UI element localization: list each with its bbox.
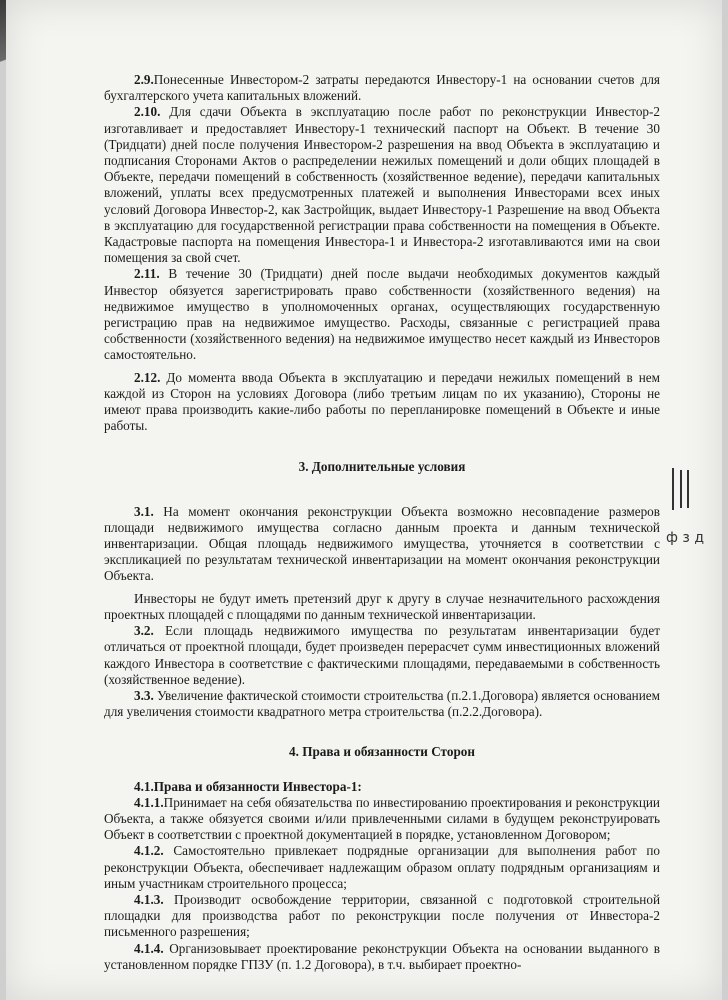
clause-2-11: 2.11. В течение 30 (Тридцати) дней после выдачи необходимых документов каждый Инвестор обязуется зарегистрировать право собственности (хозяйственного ведения) на недвижимое имущество в уполномоченных органах, осуществляющих государственную регистрацию прав на недвижимое имущество. Расходы, связанные с регистрацией права собственности (хозяйственного ведения) на недвижимое имущество несет каждый из Инвесторов самостоятельно. [104, 266, 660, 363]
clause-3-1: 3.1. На момент окончания реконструкции Объекта возможно несовпадение размеров площади недвижимого имущества согласно данным проекта и данным технической инвентаризации. Общая площадь недвижимого имущества, уточняется в соответствии с экспликацией по результатам технической инвентаризации на момент окончания реконструкции Объекта. [104, 503, 660, 584]
clause-3-3: 3.3. Увеличение фактической стоимости строительства (п.2.1.Договора) является основанием для увеличения стоимости квадратного метра строительства (п.2.2.Договора). [104, 687, 660, 720]
section-3-heading: 3. Дополнительные условия [298, 459, 466, 475]
clause-4-1-2: 4.1.2. Самостоятельно привлекает подрядные организации для выполнения работ по реконструкции Объекта, обеспечивает надлежащим образом оплату подрядным организациям и иным участникам строительного процесса; [104, 843, 660, 891]
clause-4-1-1: 4.1.1.Принимает на себя обязательства по инвестированию проектирования и реконструкции Объекта, а также обязуется своими и/или привлеченными силами в будущем реконструировать Объект в соответствии с проектной документацией в порядке, установленном Договором; [104, 794, 660, 843]
document-body [104, 72, 660, 973]
clause-2-10: 2.10. Для сдачи Объекта в эксплуатацию после работ по реконструкции Инвестор-2 изготавливает и предоставляет Инвестору-1 технический паспорт на Объект. В течение 30 (Тридцати) дней после получения Инвестором-2 разрешения на ввод Объекта в эксплуатацию и подписания Сторонами Актов о распределении нежилых помещений и доли общих площадей в Объекте, передачи помещений в собственность (хозяйственное ведение), передачи капитальных вложений, уплаты всех предусмотренных платежей и выполнения Инвесторами всех иных условий Договора Инвестор-2, как Застройщик, выдает Инвестору-1 Разрешение на ввод Объекта в эксплуатацию для государственной регистрации права собственности на помещения в Объекте. Кадастровые паспорта на помещения Инвестора-1 и Инвестора-2 изготавливаются ими на свои помещения за свой счет. [104, 104, 660, 266]
clause-2-12: 2.12. До момента ввода Объекта в эксплуатацию и передачи нежилых помещений в нем каждой из Сторон на условиях Договора (либо третьим лицам по их указанию), Стороны не имеют права производить какие-либо работы по перепланировке помещений в Объекте и иные работы. [104, 369, 660, 434]
handwritten-margin-mark [666, 468, 704, 558]
clause-2-9: 2.9.Понесенные Инвестором-2 затраты передаются Инвестору-1 на основании счетов для бухгалтерского учета капитальных вложений. [104, 72, 660, 104]
handwritten-initials: ф з д [666, 530, 704, 546]
clause-3-1-continued: Инвесторы не будут иметь претензий друг к другу в случае незначительного расхождения проектных площадей с площадями по данным технической инвентаризации. [104, 590, 660, 622]
section-4-heading: 4. Права и обязанности Сторон [289, 744, 475, 760]
clause-4-1-4: 4.1.4. Организовывает проектирование реконструкции Объекта на основании выданного в установленном порядке ГПЗУ (п. 1.2 Договора), в т.ч. выбирает проектно- [104, 940, 660, 972]
document-page [6, 0, 722, 1000]
clause-4-1-heading: 4.1.Права и обязанности Инвестора-1: [134, 778, 362, 794]
clause-3-2: 3.2. Если площадь недвижимого имущества по результатам инвентаризации будет отличаться от проектной площади, будет произведен перерасчет сумм инвестиционных вложений каждого Инвестора в соответствие с фактическими площадями, передаваемыми в собственность (хозяйственное ведение). [104, 623, 660, 687]
handwritten-strokes-icon [672, 468, 694, 510]
clause-4-1-3: 4.1.3. Производит освобождение территории, связанной с подготовкой строительной площадки для производства работ по реконструкции после получения от Инвестора-2 письменного разрешения; [104, 891, 660, 940]
